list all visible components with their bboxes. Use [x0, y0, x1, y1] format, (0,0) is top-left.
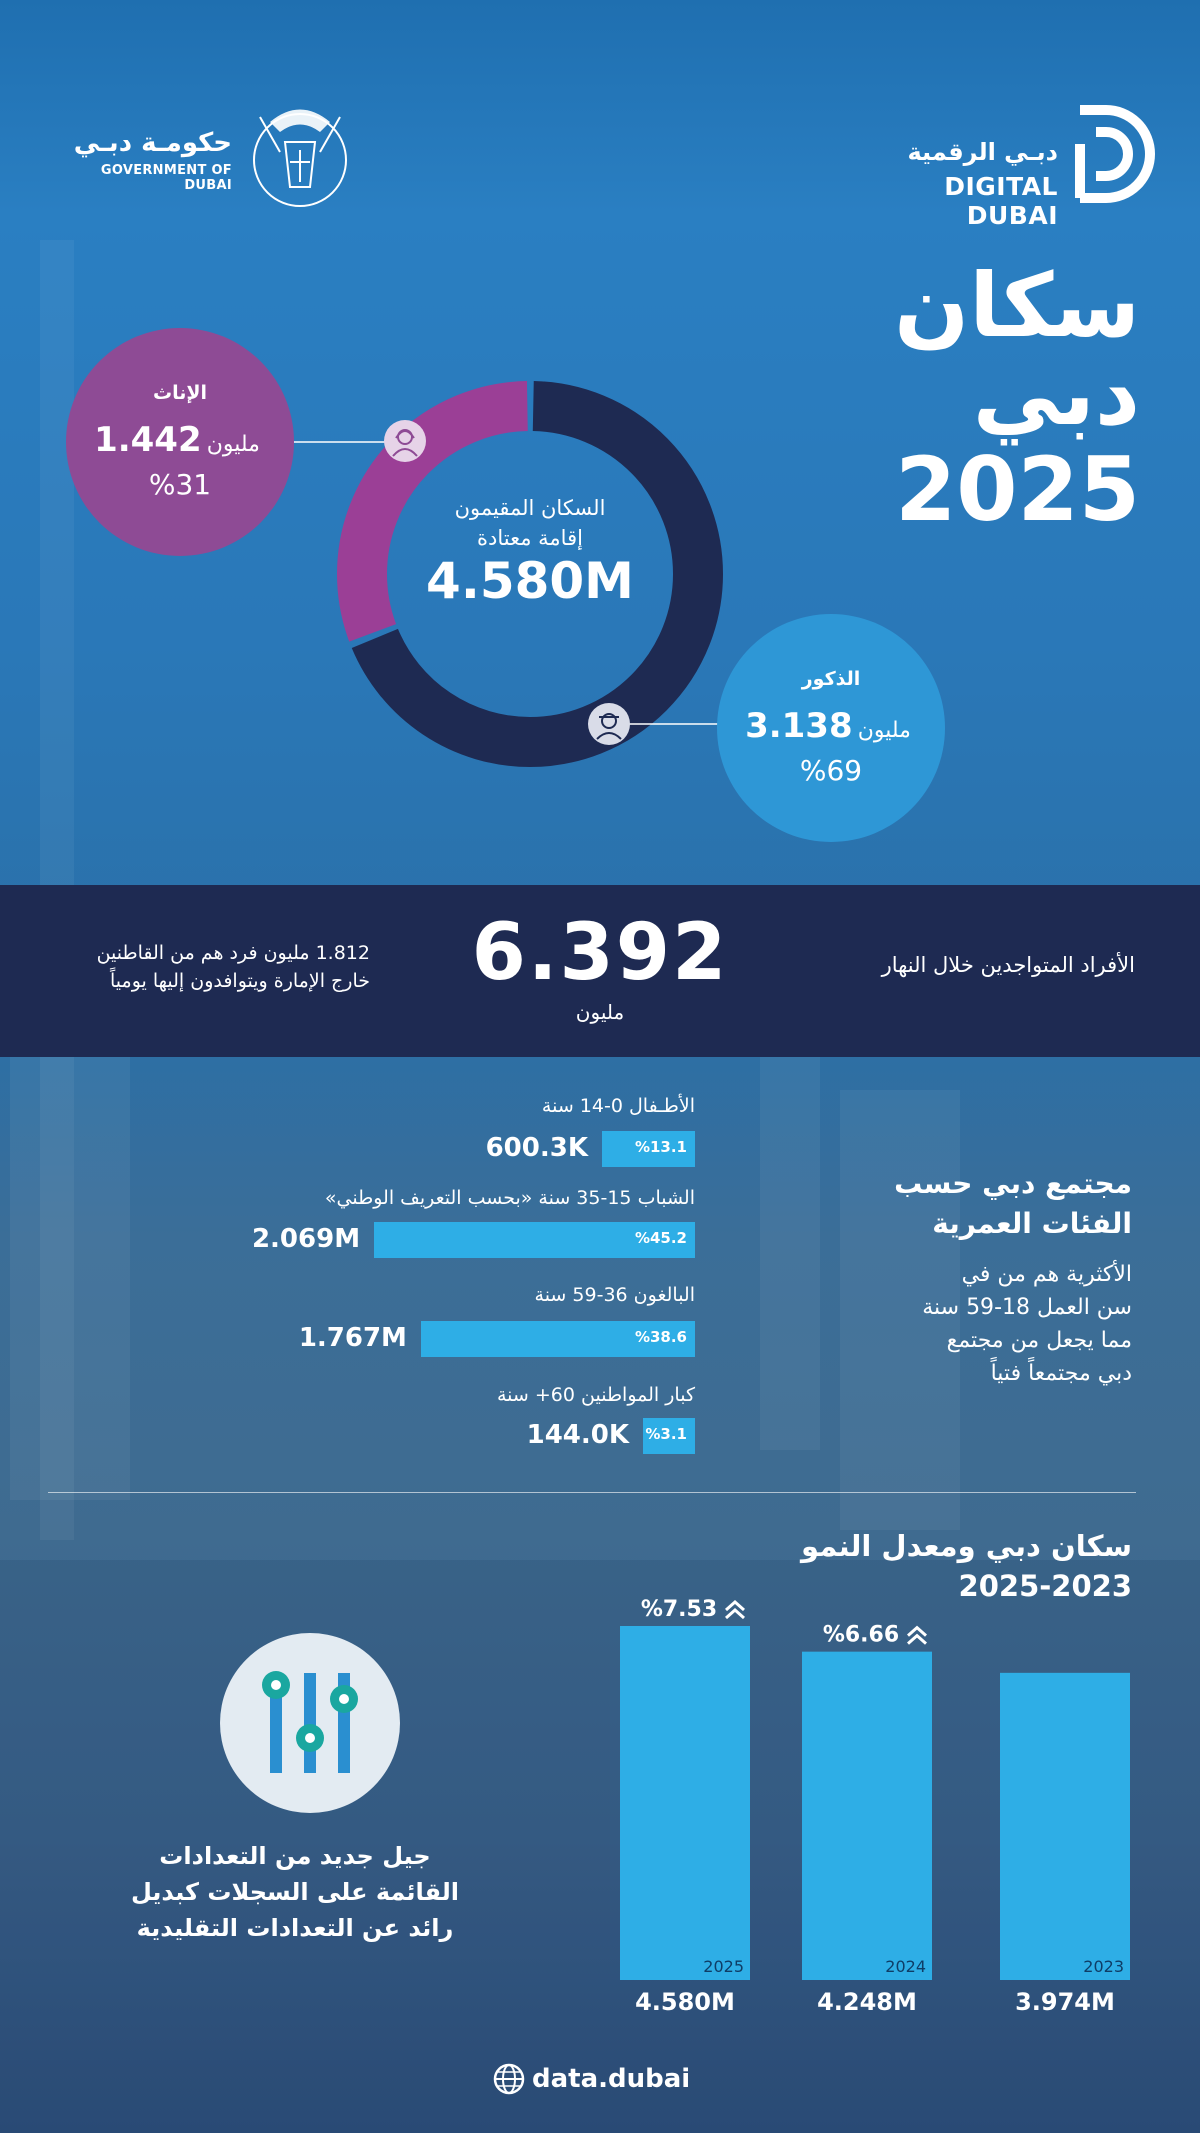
- male-stat-circle: [717, 614, 945, 842]
- age-percent: %3.1: [645, 1425, 687, 1443]
- digital-dubai-logo: [1066, 104, 1166, 204]
- female-percent: %31: [148, 468, 212, 501]
- age-label: كبار المواطنين 60+ سنة: [496, 1384, 695, 1406]
- growth-up-arrow-icon: [726, 1602, 744, 1618]
- growth-year-label: 2025: [703, 1957, 744, 1976]
- age-desc-line: سن العمل 18-59 سنة: [922, 1295, 1132, 1320]
- age-desc-line: دبي مجتمعاً فتياً: [990, 1361, 1132, 1386]
- age-value: 144.0K: [526, 1420, 629, 1450]
- sliders-icon: [220, 1633, 400, 1813]
- age-percent: %13.1: [634, 1138, 687, 1156]
- age-title-line-1: مجتمع دبي حسب: [894, 1167, 1132, 1200]
- male-unit: مليون: [857, 718, 911, 743]
- female-number: 1.442: [94, 420, 202, 460]
- census-line: جيل جديد من التعدادات: [159, 1842, 431, 1870]
- growth-up-arrow-icon: [908, 1628, 926, 1644]
- age-bar: [374, 1222, 695, 1258]
- growth-rate-label: %6.66: [822, 1622, 900, 1648]
- female-unit: مليون: [206, 432, 260, 457]
- male-value: [717, 706, 945, 746]
- daytime-number: 6.392: [471, 908, 729, 998]
- age-title-line-2: الفئات العمرية: [932, 1207, 1132, 1240]
- age-label: البالغون 36-59 سنة: [534, 1284, 695, 1306]
- donut-caption-residence: إقامة معتادة: [477, 526, 583, 550]
- globe-icon: [492, 2062, 526, 2096]
- footer-link[interactable]: [480, 2058, 740, 2098]
- daytime-desc-line-1: 1.812 مليون فرد هم من القاطنين: [96, 942, 370, 964]
- main-title: [820, 254, 1140, 541]
- age-desc-line: مما يجعل من مجتمع: [946, 1328, 1132, 1353]
- growth-year-label: 2024: [885, 1957, 926, 1976]
- digital-dubai-text-en: DIGITAL DUBAI: [944, 172, 1058, 230]
- daytime-label: الأفراد المتواجدين خلال النهار: [881, 953, 1135, 977]
- census-icon-circle: [220, 1633, 400, 1813]
- growth-bar-chart: [600, 1580, 1160, 2020]
- growth-title-line-1: سكان دبي ومعدل النمو: [801, 1529, 1132, 1563]
- gov-logo: [240, 92, 360, 212]
- title-line-1: سكان: [894, 254, 1140, 357]
- male-label: الذكور: [801, 668, 861, 690]
- digital-dubai-text-ar: دبـي الرقمية: [907, 138, 1058, 166]
- age-value: 2.069M: [251, 1224, 361, 1254]
- age-bar: [421, 1321, 695, 1357]
- growth-year-label: 2023: [1083, 1957, 1124, 1976]
- female-label: الإناث: [152, 382, 208, 404]
- census-line: القائمة على السجلات كبديل: [130, 1878, 460, 1906]
- growth-bar-2025: [620, 1626, 750, 1980]
- gov-logo-text-ar: حكومـة دبـي: [73, 128, 232, 158]
- female-avatar-icon: [384, 420, 426, 462]
- background-building: [760, 1050, 820, 1450]
- census-line: رائد عن التعدادات التقليدية: [136, 1914, 454, 1942]
- male-percent: %69: [799, 754, 863, 787]
- age-label: الشباب 15-35 سنة «بحسب التعريف الوطني»: [324, 1187, 695, 1209]
- donut-caption-residents: السكان المقيمون: [454, 496, 606, 520]
- male-avatar-icon: [588, 703, 630, 745]
- title-line-3: 2025: [895, 438, 1140, 541]
- female-stat-circle: [66, 328, 294, 556]
- age-percent: %45.2: [634, 1229, 687, 1247]
- age-percent: %38.6: [634, 1328, 687, 1346]
- daytime-unit: مليون: [575, 1000, 625, 1024]
- growth-value-label: 3.974M: [1015, 1988, 1115, 2016]
- growth-value-label: 4.248M: [817, 1988, 917, 2016]
- growth-bar-2023: [1000, 1673, 1130, 1980]
- male-number: 3.138: [745, 706, 853, 746]
- age-section-description: [812, 1258, 1132, 1390]
- title-line-2: دبي: [972, 342, 1140, 445]
- age-bar: [643, 1418, 695, 1454]
- gov-logo-text-en: GOVERNMENT OF DUBAI: [100, 163, 232, 193]
- age-label: الأطـفال 0-14 سنة: [541, 1095, 695, 1117]
- daytime-desc-line-2: خارج الإمارة ويتوافدون إليها يومياً: [110, 970, 370, 992]
- male-connector: [620, 716, 730, 736]
- digital-dubai-logo-icon: [1066, 104, 1166, 204]
- age-bar: [602, 1131, 695, 1167]
- growth-bar-2024: [802, 1652, 932, 1980]
- growth-rate-label: %7.53: [640, 1597, 718, 1622]
- growth-value-label: 4.580M: [635, 1988, 735, 2016]
- age-desc-line: الأكثرية هم من في: [961, 1262, 1132, 1287]
- section-divider: [48, 1492, 1136, 1493]
- growth-title-line-2: 2025-2023: [958, 1569, 1132, 1603]
- dubai-emblem-icon: [240, 92, 360, 212]
- census-note: [110, 1838, 480, 1946]
- footer-site: data.dubai: [532, 2064, 691, 2094]
- age-value: 1.767M: [298, 1323, 407, 1353]
- age-value: 600.3K: [485, 1133, 588, 1163]
- female-value: [66, 420, 294, 460]
- age-section-title: [812, 1164, 1132, 1244]
- donut-total: 4.580M: [426, 552, 634, 610]
